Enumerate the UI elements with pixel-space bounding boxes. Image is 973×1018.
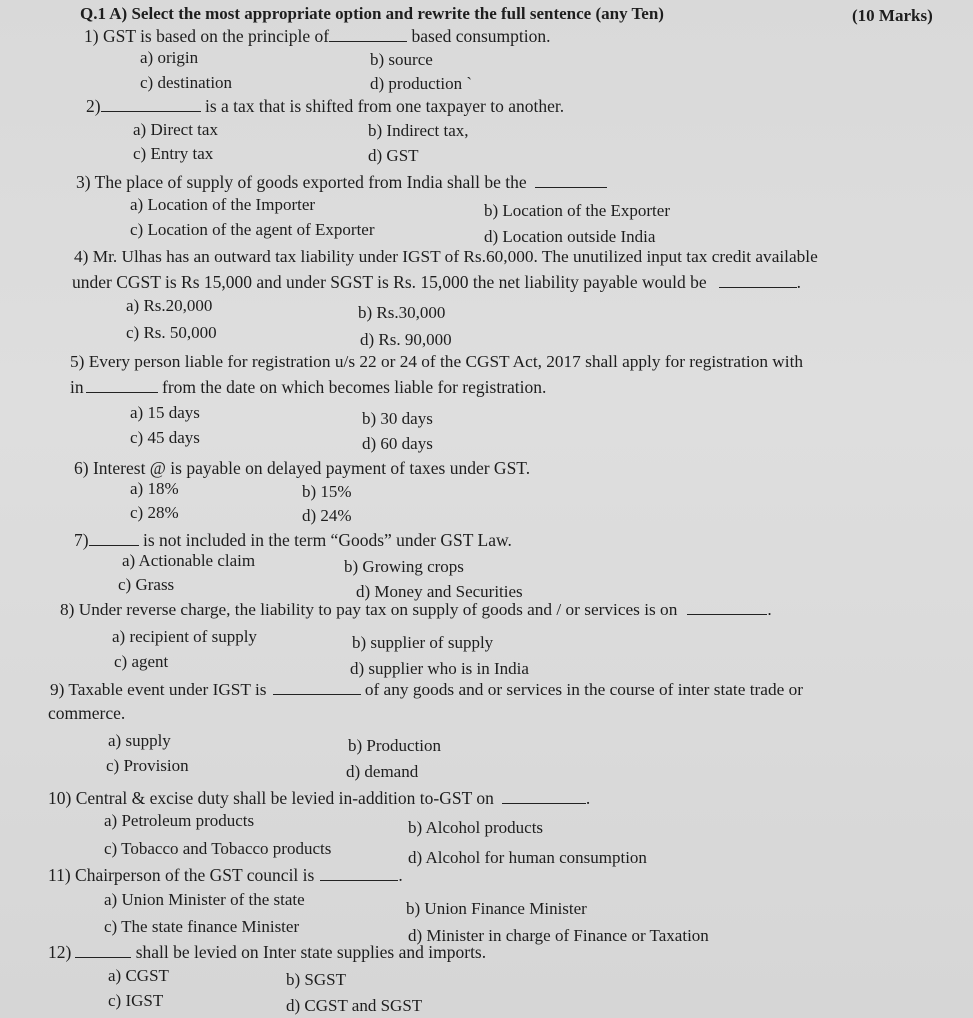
option-a: a) Direct tax	[133, 120, 218, 139]
question-11: 11) Chairperson of the GST council is .	[48, 865, 403, 885]
option-d: d) Minister in charge of Finance or Taxation	[408, 926, 709, 945]
question-text: GST is based on the principle of	[102, 26, 330, 46]
option-d: d) Alcohol for human consumption	[408, 848, 647, 867]
question-text-end: based consumption.	[411, 26, 551, 46]
question-2	[86, 96, 564, 116]
option-d: d) supplier who is in India	[350, 659, 529, 678]
option-c: c) The state finance Minister	[104, 917, 300, 936]
question-number: 7)	[74, 530, 89, 550]
answer-blank	[75, 943, 131, 958]
question-text: in	[70, 377, 84, 397]
answer-blank	[502, 789, 586, 804]
option-c: c) agent	[114, 652, 169, 671]
option-b: b) Indirect tax,	[368, 121, 469, 140]
option-c: c) Grass	[118, 575, 175, 594]
option-b: b) source	[370, 50, 433, 69]
question-text-end: from the date on which becomes liable for registration.	[162, 377, 547, 397]
option-b: b) SGST	[286, 970, 346, 989]
answer-blank	[86, 378, 158, 393]
option-b: b) Rs.30,000	[358, 303, 446, 322]
answer-blank	[719, 273, 797, 288]
option-c: c) IGST	[108, 991, 164, 1010]
question-5-line-1: 5) Every person liable for registration u/s 22 or 24 of the CGST Act, 2017 shall apply for registration with	[70, 352, 804, 371]
option-b: b) Location of the Exporter	[484, 201, 670, 220]
option-c: c) Entry tax	[133, 144, 214, 163]
option-b: b) 30 days	[362, 409, 433, 428]
option-b: b) Union Finance Minister	[406, 899, 587, 918]
question-8: 8) Under reverse charge, the liability to pay tax on supply of goods and / or services is on .	[60, 600, 772, 619]
question-text: is not included in the term “Goods” under GST Law.	[142, 530, 512, 550]
option-a: a) 15 days	[130, 403, 200, 422]
option-a: a) Actionable claim	[122, 551, 256, 570]
option-a: a) Location of the Importer	[130, 195, 316, 214]
option-b: b) supplier of supply	[352, 633, 494, 652]
option-b: b) Growing crops	[344, 557, 464, 576]
option-d: d) 24%	[302, 506, 352, 525]
option-c: c) Rs. 50,000	[126, 323, 217, 342]
question-4-line-2: under CGST is Rs 15,000 and under SGST is Rs. 15,000 the net liability payable would be .	[72, 272, 802, 292]
option-a: a) supply	[108, 731, 171, 750]
option-a: a) recipient of supply	[112, 627, 257, 646]
question-text: 10) Central & excise duty shall be levied in-addition to-GST on	[48, 788, 494, 808]
marks-label: (10 Marks)	[852, 6, 933, 25]
option-b: b) 15%	[302, 482, 352, 501]
question-text-end: of any goods and or services in the course of inter state trade or	[364, 680, 803, 699]
option-c: c) destination	[140, 73, 233, 92]
section-heading: Q.1 A) Select the most appropriate option and rewrite the full sentence (any Ten)	[80, 4, 664, 23]
option-a: a) Petroleum products	[104, 811, 255, 830]
question-5-line-2	[70, 377, 546, 397]
option-d: d) demand	[346, 762, 419, 781]
question-text: 11) Chairperson of the GST council is	[48, 865, 315, 885]
question-text: 8) Under reverse charge, the liability to pay tax on supply of goods and / or services is on	[60, 600, 678, 619]
option-a: a) 18%	[130, 479, 179, 498]
option-d: d) Money and Securities	[356, 582, 523, 601]
question-10: 10) Central & excise duty shall be levied in-addition to-GST on .	[48, 788, 591, 808]
answer-blank	[687, 600, 767, 615]
question-9	[50, 680, 803, 700]
answer-blank	[89, 531, 139, 546]
option-d: d) CGST and SGST	[286, 996, 423, 1015]
question-text: under CGST is Rs 15,000 and under SGST is Rs. 15,000 the net liability payable would be	[72, 272, 707, 292]
option-c: c) Provision	[106, 756, 189, 775]
option-a: a) Union Minister of the state	[104, 890, 305, 909]
option-d: d) production `	[370, 74, 472, 93]
option-a: a) Rs.20,000	[126, 296, 213, 315]
answer-blank	[101, 97, 201, 112]
answer-blank	[320, 866, 398, 881]
option-a: a) origin	[140, 48, 199, 67]
option-c: c) 28%	[130, 503, 179, 522]
question-1	[84, 26, 551, 46]
option-b: b) Alcohol products	[408, 818, 544, 837]
question-number: 12)	[48, 942, 72, 962]
question-9-line-2: commerce.	[48, 703, 126, 723]
question-text: 9) Taxable event under IGST is	[50, 680, 267, 699]
question-text: is a tax that is shifted from one taxpayer to another.	[204, 96, 565, 116]
answer-blank	[535, 173, 607, 188]
question-7	[74, 530, 512, 550]
option-d: d) GST	[368, 146, 419, 165]
question-3	[76, 172, 607, 192]
option-c: c) Location of the agent of Exporter	[130, 220, 375, 239]
question-4-line-1: 4) Mr. Ulhas has an outward tax liability under IGST of Rs.60,000. The unutilized input tax credit available	[74, 247, 818, 266]
question-number: 1)	[84, 26, 99, 46]
option-d: d) Rs. 90,000	[360, 330, 452, 349]
question-text: 3) The place of supply of goods exported from India shall be the	[76, 172, 527, 192]
option-c: c) 45 days	[130, 428, 200, 447]
answer-blank	[273, 680, 361, 695]
option-d: d) Location outside India	[484, 227, 656, 246]
question-text: shall be levied on Inter state supplies and imports.	[135, 942, 487, 962]
option-c: c) Tobacco and Tobacco products	[104, 839, 332, 858]
option-d: d) 60 days	[362, 434, 433, 453]
option-b: b) Production	[348, 736, 442, 755]
question-12	[48, 942, 486, 962]
option-a: a) CGST	[108, 966, 169, 985]
question-6: 6) Interest @ is payable on delayed payment of taxes under GST.	[74, 458, 531, 478]
answer-blank	[329, 27, 407, 42]
question-number: 2)	[86, 96, 101, 116]
